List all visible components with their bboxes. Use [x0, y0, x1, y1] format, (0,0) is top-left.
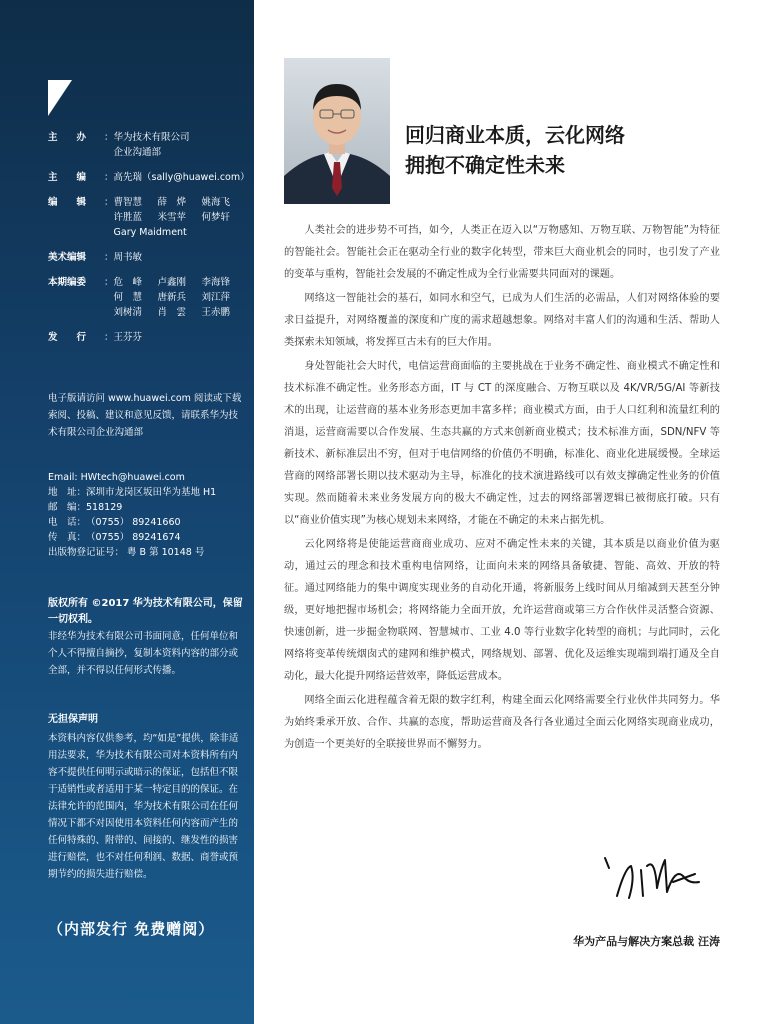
license-number: 出版物登记证号： 粤 B 第 10148 号 — [48, 547, 205, 558]
portrait-image — [284, 58, 390, 204]
editors-row: 编 辑 ： 曹智慧 薛 烨 姚海飞 许胜蓝 米雪苹 何梦轩 Gary Maidment — [48, 195, 248, 240]
fax-value: （0755） 89241674 — [86, 532, 181, 543]
handwritten-signature-icon — [595, 848, 705, 908]
issue-editors-label: 本期编委 — [48, 277, 87, 288]
contact-email: Email: HWtech@huawei.com — [48, 472, 185, 483]
editor-name: 薛 烨 — [157, 197, 187, 208]
copyright-block — [48, 596, 244, 679]
sponsor-value: 华为技术有限公司 — [113, 132, 190, 143]
phone-label: 电 话： — [48, 517, 87, 528]
article-paragraph: 网络全面云化进程蕴含着无限的数字红利，构建全面云化网络需要全行业伙伴共同努力。华为始终秉承开放、合作、共赢的态度，帮助运营商及各行各业通过全面云化网络实现商业成功，为创造一个更美好的全联接世界而不懈努力。 — [284, 695, 720, 750]
editors-list — [114, 195, 248, 225]
issue-editor-name: 危 峰 — [113, 277, 143, 288]
fax-label: 传 真： — [48, 532, 87, 543]
editor-name: 曹智慧 — [113, 197, 143, 208]
contact-block — [48, 470, 248, 560]
issue-editor-name: 刘树清 — [113, 307, 143, 318]
article-paragraph: 人类社会的进步势不可挡，如今，人类正在迈入以“万物感知、万物互联、万物智能”为特征的智能社会。智能社会正在驱动全行业的数字化转型，带来巨大商业机会的同时，也引发了产业的变革与重构，智能社会发展的不确定性成为全行业需要共同面对的课题。 — [284, 225, 720, 280]
title-line-1: 回归商业本质，云化网络 — [405, 123, 625, 147]
art-editor-value: 周书敏 — [113, 252, 143, 263]
issue-editor-name: 王赤鹏 — [201, 307, 231, 318]
editor-name: 许胜蓝 — [113, 212, 143, 223]
postcode-label: 邮 编： — [48, 502, 87, 513]
disclaimer-title: 无担保声明 — [48, 714, 98, 725]
editors-label: 编 辑 — [48, 197, 87, 208]
editor-name: 何梦轩 — [201, 212, 231, 223]
publisher-row: 发 行 ： 王芬芬 — [48, 330, 248, 345]
author-portrait — [284, 58, 390, 204]
disclaimer-block — [48, 712, 244, 883]
article-title — [405, 120, 745, 180]
address-label: 地 址： — [48, 487, 87, 498]
postcode-value: 518129 — [86, 502, 123, 513]
issue-editor-name: 卢鑫刚 — [157, 277, 187, 288]
publisher-label: 发 行 — [48, 332, 87, 343]
brand-mark-icon — [48, 80, 72, 116]
issue-editors-row: 本期编委 ： 危 峰 卢鑫刚 李海锋 何 慧 唐新兵 刘江萍 刘树清 肖 雲 王赤鹏 — [48, 275, 248, 320]
chief-editor-row: 主 编 ： 高先瑞（sally@huawei.com） — [48, 172, 250, 183]
sponsor-dept: 企业沟通部 — [113, 147, 162, 158]
article-paragraph: 云化网络将是使能运营商商业成功、应对不确定性未来的关键，其本质是以商业价值为驱动，通过云的理念和技术重构电信网络，让面向未来的网络具备敏捷、智能、高效、开放的特征。通过网络能力的集中调度实现业务的自动化开通，将新服务上线时间从月缩减到天甚至分钟级，更好地把握市场机会；将网络能力全面开放，允许运营商或第三方合作伙伴灵活整合资源、快速创新，进一步掘金物联网、智慧城市、工业 4.0 等行业数字化转型的商机；与此同时，云化网络将变革传统烟囱式的建网和维护模式，网络规划、部署、优化及运维实现端到端打通及全自动化，最大化提升网络运营效率，降低运营成本。 — [284, 539, 720, 682]
issue-editor-name: 刘江萍 — [201, 292, 231, 303]
internal-distribution-note: （内部发行 免费赠阅） — [48, 920, 215, 938]
editor-name: 米雪苹 — [157, 212, 187, 223]
article-body — [284, 220, 720, 758]
art-editor-label: 美术编辑 — [48, 252, 87, 263]
issue-editor-name: 李海锋 — [201, 277, 231, 288]
issue-editor-name: 何 慧 — [113, 292, 143, 303]
chief-editor-label: 主 编 — [48, 172, 87, 183]
editor-name: 姚海飞 — [201, 197, 231, 208]
ebook-note: 电子版请访问 www.huawei.com 阅读或下载索阅、投稿、建议和意见反馈，请联系华为技术有限公司企业沟通部 — [48, 393, 242, 438]
publisher-value: 王芬芬 — [113, 332, 143, 343]
issue-editor-name: 唐新兵 — [157, 292, 187, 303]
article-paragraph: 身处智能社会大时代，电信运营商面临的主要挑战在于业务不确定性、商业模式不确定性和技术标准不确定性。业务形态方面，IT 与 CT 的深度融合、万物互联以及 4K/VR/5G/AI 等新技术的出现，让运营商的基本业务形态更加丰富多样；商业模式方面，由于人口红利和流量红利的消退，运营商需要以合作发展、生态共赢的方式来创新商业模式；技术标准方面，SDN/NFV 等新技术、新标准层出不穷，但对于电信网络的价值仍不明确，标准化、商业化进展缓慢。全球运营商的网络部署长期以技术驱动为主导，标准化的技术演进路线可以有效支撑确定性业务的价值实现。然而随着未来业务发展方向的极大不确定性，过去的网络部署逻辑已被彻底打破。只有以“商业价值实现”为核心规划未来网络，才能在不确定的未来占据先机。 — [284, 361, 720, 526]
disclaimer-body: 本资料内容仅供参考，均“如是”提供，除非适用法要求，华为技术有限公司对本资料所有内容不提供任何明示或暗示的保证，包括但不限于适销性或者适用于某一特定目的的保证。在法律允许的范围内，华为技术有限公司在任何情况下都不对因使用本资料任何内容而产生的任何特殊的、附带的、间接的、继发性的损害进行赔偿，也不对任何利润、数据、商誉或预期节约的损失进行赔偿。 — [48, 733, 239, 880]
masthead-block — [48, 130, 248, 345]
art-editor-row: 美术编辑 ： 周书敏 — [48, 250, 248, 265]
issue-editors-list — [114, 275, 248, 320]
masthead-sidebar — [0, 0, 254, 1024]
copyright-body: 非经华为技术有限公司书面同意，任何单位和个人不得擅自摘抄，复制本资料内容的部分或全部，并不得以任何形式传播。 — [48, 631, 239, 676]
issue-editor-name: 肖 雲 — [157, 307, 187, 318]
editor-name-extra: Gary Maidment — [113, 227, 187, 238]
sponsor-label: 主 办 — [48, 132, 87, 143]
chief-editor-value: 高先瑞（sally@huawei.com） — [113, 172, 250, 183]
article-paragraph: 网络这一智能社会的基石，如同水和空气，已成为人们生活的必需品，人们对网络体验的要求日益提升，对网络覆盖的深度和广度的需求超越想象。网络对丰富人们的沟通和生活、帮助人类探索未知领域，将发挥亘古未有的巨大作用。 — [284, 293, 720, 348]
title-line-2: 拥抱不确定性未来 — [405, 153, 565, 177]
address-value: 深圳市龙岗区坂田华为基地 H1 — [86, 487, 217, 498]
signature-name: 华为产品与解决方案总裁 汪涛 — [573, 935, 720, 948]
phone-value: （0755） 89241660 — [86, 517, 181, 528]
copyright-title: 版权所有 ©2017 华为技术有限公司，保留一切权利。 — [48, 598, 243, 625]
sponsor-row: 主 办 ： 华为技术有限公司 企业沟通部 — [48, 132, 190, 158]
